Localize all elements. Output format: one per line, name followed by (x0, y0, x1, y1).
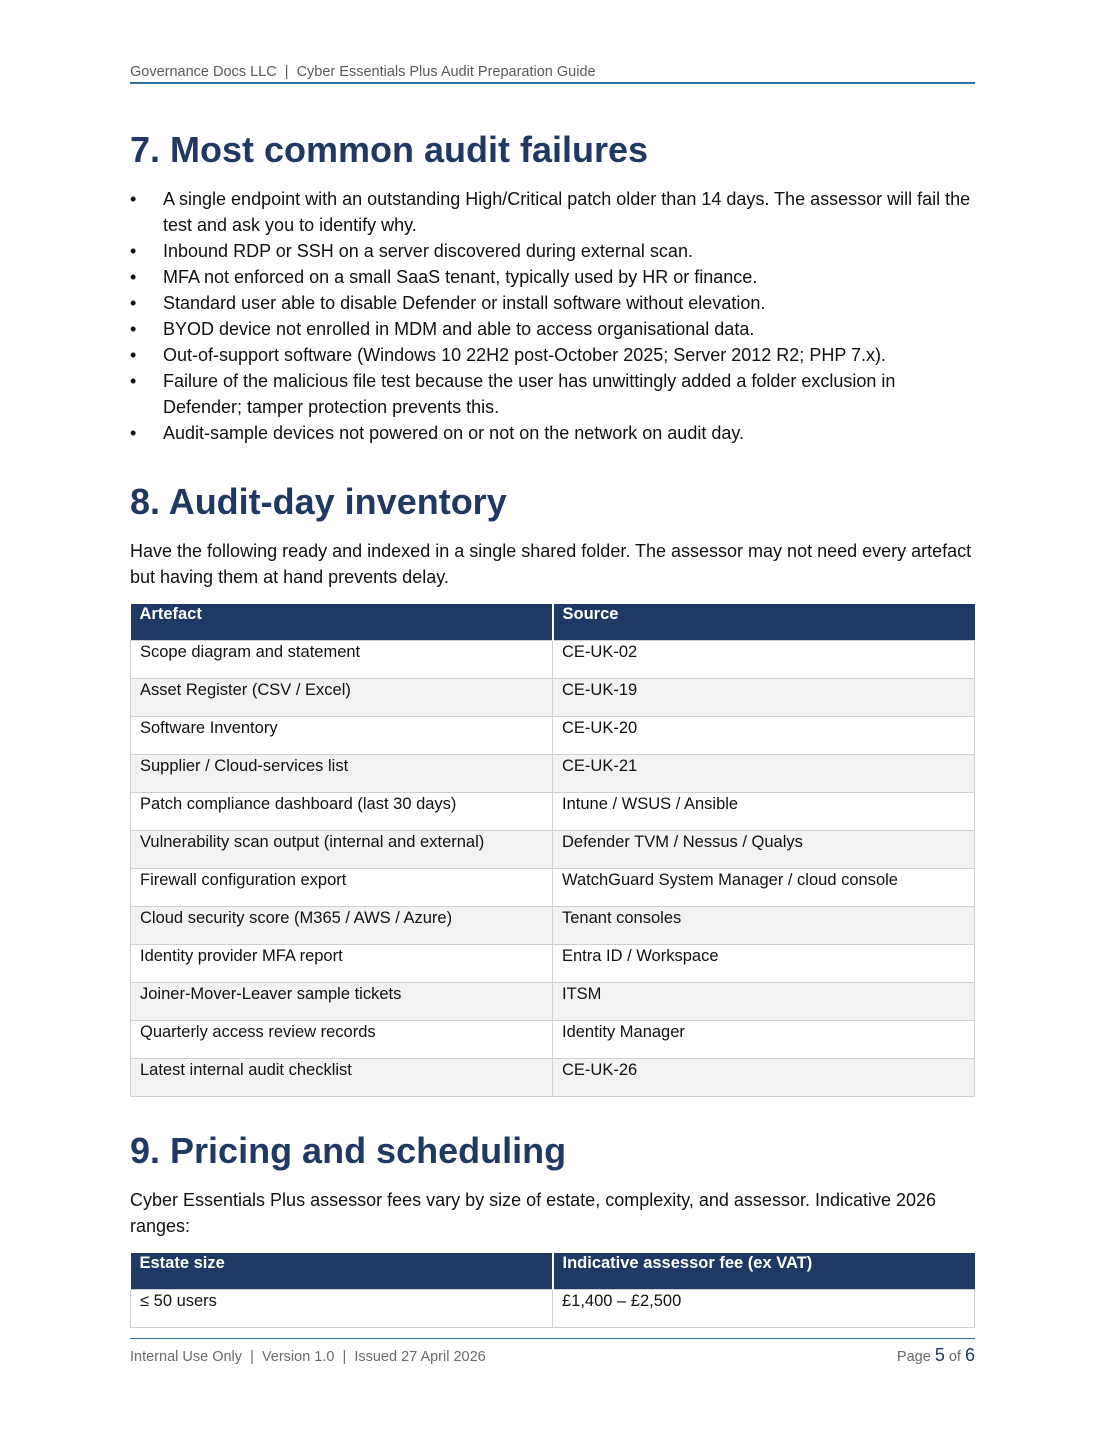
section-heading: 9. Pricing and scheduling (130, 1130, 567, 1171)
table-cell: Intune / WSUS / Ansible (553, 793, 975, 831)
table-cell: Identity Manager (553, 1021, 975, 1059)
table-row (131, 717, 975, 755)
table-cell: Latest internal audit checklist (131, 1059, 553, 1097)
table-row (131, 793, 975, 831)
table-row (131, 907, 975, 945)
bullet-icon: • (130, 293, 137, 313)
pricing-table-body (131, 1290, 975, 1328)
table-row (131, 755, 975, 793)
footer-text: Internal Use Only | Version 1.0 | Issued 27 April 2026 (130, 1349, 486, 1365)
table-cell: WatchGuard System Manager / cloud console (553, 869, 975, 907)
pricing-table (130, 1253, 975, 1328)
table-header-row (131, 604, 975, 641)
list-item (130, 186, 975, 238)
bullet-icon: • (130, 371, 137, 391)
section-intro: Have the following ready and indexed in a single shared folder. The assessor may not need every artefact but having them at hand prevents delay. (130, 541, 972, 587)
table-cell: Entra ID / Workspace (553, 945, 975, 983)
bullet-icon: • (130, 423, 137, 443)
table-row (131, 869, 975, 907)
table-cell: Defender TVM / Nessus / Qualys (553, 831, 975, 869)
page-footer (130, 1338, 975, 1366)
list-item (130, 316, 975, 342)
table-cell: Quarterly access review records (131, 1021, 553, 1059)
table-cell: ITSM (553, 983, 975, 1021)
list-item (130, 342, 975, 368)
table-cell: CE-UK-19 (553, 679, 975, 717)
list-item-text: A single endpoint with an outstanding High/Critical patch older than 14 days. The assessor will fail the test and ask you to identify why. (163, 189, 971, 235)
list-item-text: Out-of-support software (Windows 10 22H2 post-October 2025; Server 2012 R2; PHP 7.x). (163, 345, 887, 365)
page-label: Page (896, 1349, 931, 1365)
column-header-artefact: Artefact (131, 604, 553, 641)
list-item-text: BYOD device not enrolled in MDM and able to access organisational data. (163, 319, 755, 339)
list-item-text: Audit-sample devices not powered on or not on the network on audit day. (163, 423, 745, 443)
inventory-table-body (131, 641, 975, 1097)
column-header-estate-size: Estate size (131, 1253, 553, 1290)
bullet-icon: • (130, 319, 137, 339)
page-number (897, 1345, 975, 1366)
page-of-label: of (948, 1349, 961, 1365)
total-pages: 6 (964, 1345, 975, 1365)
failures-list (130, 186, 975, 446)
list-item (130, 368, 975, 420)
table-cell: Joiner-Mover-Leaver sample tickets (131, 983, 553, 1021)
section-intro: Cyber Essentials Plus assessor fees vary by size of estate, complexity, and assessor. Indicative 2026 ranges: (130, 1190, 937, 1236)
list-item-text: Inbound RDP or SSH on a server discovered during external scan. (163, 241, 693, 261)
section-audit-inventory (130, 480, 975, 1097)
table-cell: Tenant consoles (553, 907, 975, 945)
table-cell: CE-UK-20 (553, 717, 975, 755)
list-item (130, 238, 975, 264)
column-header-source: Source (553, 604, 975, 641)
table-row (131, 679, 975, 717)
table-cell: Cloud security score (M365 / AWS / Azure) (131, 907, 553, 945)
bullet-icon: • (130, 345, 137, 365)
list-item (130, 290, 975, 316)
header-text: Governance Docs LLC | Cyber Essentials Plus Audit Preparation Guide (130, 64, 596, 80)
list-item (130, 420, 975, 446)
bullet-icon: • (130, 241, 137, 261)
table-cell: CE-UK-02 (553, 641, 975, 679)
section-heading: 7. Most common audit failures (130, 129, 649, 170)
current-page: 5 (934, 1345, 945, 1365)
table-cell: CE-UK-21 (553, 755, 975, 793)
list-item-text: Standard user able to disable Defender or install software without elevation. (163, 293, 766, 313)
table-row (131, 641, 975, 679)
inventory-table (130, 604, 975, 1097)
table-cell: Supplier / Cloud-services list (131, 755, 553, 793)
bullet-icon: • (130, 189, 137, 209)
section-pricing (130, 1129, 975, 1328)
list-item (130, 264, 975, 290)
table-row (131, 1021, 975, 1059)
table-row (131, 1059, 975, 1097)
table-cell: Identity provider MFA report (131, 945, 553, 983)
table-cell: £1,400 – £2,500 (553, 1290, 975, 1328)
list-item-text: MFA not enforced on a small SaaS tenant, typically used by HR or finance. (163, 267, 758, 287)
list-item-text: Failure of the malicious file test because the user has unwittingly added a folder exclusion in Defender; tamper protection prevents this. (163, 371, 896, 417)
bullet-icon: • (130, 267, 137, 287)
page-header (130, 64, 975, 84)
table-cell: Software Inventory (131, 717, 553, 755)
table-cell: Scope diagram and statement (131, 641, 553, 679)
table-cell: Patch compliance dashboard (last 30 days) (131, 793, 553, 831)
table-row (131, 1290, 975, 1328)
section-common-failures (130, 128, 975, 446)
table-cell: CE-UK-26 (553, 1059, 975, 1097)
column-header-assessor-fee: Indicative assessor fee (ex VAT) (553, 1253, 975, 1290)
section-heading: 8. Audit-day inventory (130, 481, 507, 522)
table-cell: Firewall configuration export (131, 869, 553, 907)
table-cell: Asset Register (CSV / Excel) (131, 679, 553, 717)
table-header-row (131, 1253, 975, 1290)
table-row (131, 945, 975, 983)
table-row (131, 831, 975, 869)
table-row (131, 983, 975, 1021)
page-content (130, 128, 975, 1328)
table-cell: ≤ 50 users (131, 1290, 553, 1328)
table-cell: Vulnerability scan output (internal and external) (131, 831, 553, 869)
